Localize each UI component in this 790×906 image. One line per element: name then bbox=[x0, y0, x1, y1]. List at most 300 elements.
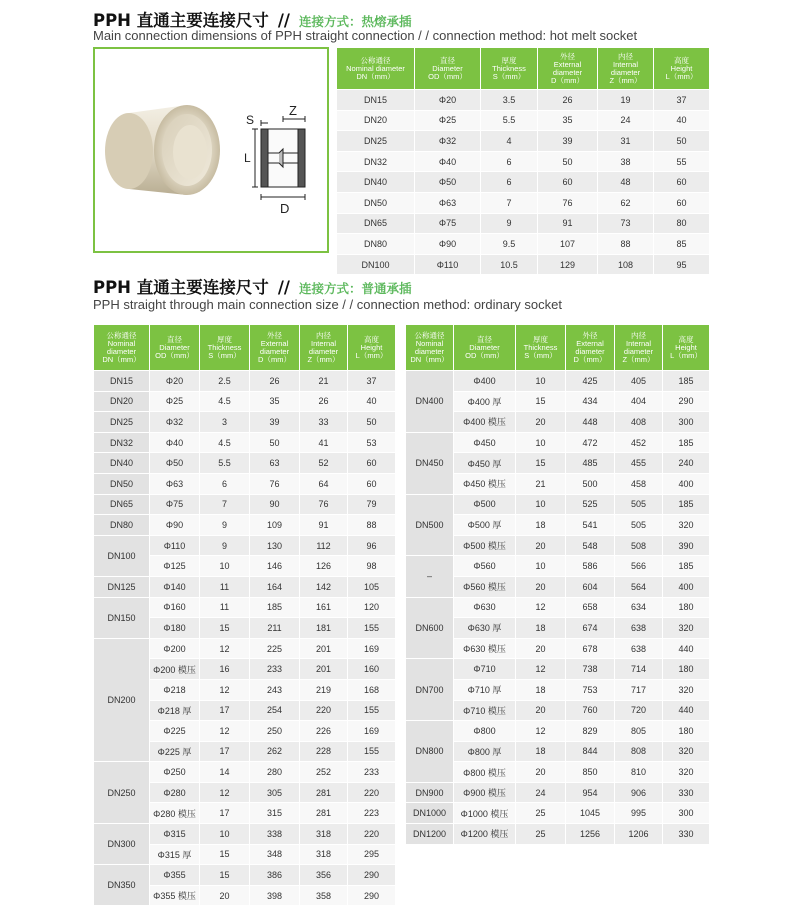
table-cell: 720 bbox=[615, 700, 663, 721]
table-row bbox=[94, 865, 396, 886]
table-cell: 17 bbox=[200, 741, 250, 762]
table-cell: 26 bbox=[250, 371, 300, 392]
table-cell: 180 bbox=[663, 721, 710, 742]
table-cell: 674 bbox=[566, 618, 615, 639]
coupling-photo-and-drawing bbox=[95, 49, 327, 251]
table-cell: DN32 bbox=[337, 151, 415, 172]
table-cell: 9 bbox=[481, 213, 538, 234]
table-row bbox=[337, 90, 710, 111]
table-cell: 35 bbox=[250, 391, 300, 412]
table-cell: 60 bbox=[348, 453, 396, 474]
header-line: Internal diameter bbox=[610, 59, 641, 77]
table-cell: 17 bbox=[200, 700, 250, 721]
table-cell: 808 bbox=[615, 741, 663, 762]
table-cell: Φ500 模压 bbox=[454, 535, 516, 556]
table-cell: 810 bbox=[615, 762, 663, 783]
table-cell: Φ110 bbox=[415, 254, 481, 275]
table-cell: 226 bbox=[300, 721, 348, 742]
table-cell: 80 bbox=[654, 213, 710, 234]
table-cell: 400 bbox=[663, 473, 710, 494]
table-cell: Φ20 bbox=[415, 90, 481, 111]
hot-melt-header-5 bbox=[654, 48, 710, 90]
dn-cell: DN150 bbox=[94, 597, 150, 638]
header-line: 外径 bbox=[560, 51, 575, 61]
table-cell: 25 bbox=[516, 803, 566, 824]
header-line: S（mm） bbox=[492, 71, 526, 81]
table-cell: 4 bbox=[481, 131, 538, 152]
header-line: 公称通径 bbox=[360, 55, 391, 65]
table-cell: 39 bbox=[250, 412, 300, 433]
table-cell: 180 bbox=[663, 659, 710, 680]
table-cell: DN15 bbox=[337, 90, 415, 111]
table-cell: 738 bbox=[566, 659, 615, 680]
table-row bbox=[94, 473, 396, 494]
table-row bbox=[406, 371, 710, 392]
table-cell: 155 bbox=[348, 700, 396, 721]
header-line: Internal diameter bbox=[623, 338, 654, 356]
table-cell: 5.5 bbox=[200, 453, 250, 474]
table-cell: 108 bbox=[598, 254, 654, 275]
table-cell: Φ900 模压 bbox=[454, 782, 516, 803]
header-line: 厚度 bbox=[533, 334, 548, 344]
dn-cell: DN500 bbox=[406, 494, 454, 556]
table-cell: 169 bbox=[348, 638, 396, 659]
table-cell: 295 bbox=[348, 844, 396, 865]
table-cell: 338 bbox=[250, 824, 300, 845]
header-line: OD（mm） bbox=[465, 350, 504, 360]
table-cell: 500 bbox=[566, 473, 615, 494]
header-line: Internal diameter bbox=[308, 338, 339, 356]
table-cell: 50 bbox=[654, 131, 710, 152]
table-row bbox=[94, 762, 396, 783]
table-cell: Φ32 bbox=[415, 131, 481, 152]
table-cell: 850 bbox=[566, 762, 615, 783]
table-row bbox=[406, 782, 710, 803]
table-cell: 440 bbox=[663, 700, 710, 721]
table-cell: 15 bbox=[200, 844, 250, 865]
table-cell: 12 bbox=[200, 721, 250, 742]
table-cell: Φ400 模压 bbox=[454, 412, 516, 433]
table-cell: 55 bbox=[654, 151, 710, 172]
header-line: 厚度 bbox=[217, 334, 232, 344]
table-cell: Φ800 厚 bbox=[454, 741, 516, 762]
ordinary-right-header-2 bbox=[516, 325, 566, 371]
table-row bbox=[406, 556, 710, 577]
table-cell: 155 bbox=[348, 741, 396, 762]
table-cell: 33 bbox=[300, 412, 348, 433]
table-cell: 634 bbox=[615, 597, 663, 618]
table-cell: 50 bbox=[348, 412, 396, 433]
section1-method: 连接方式：热熔承插 bbox=[299, 14, 412, 29]
table-cell: 73 bbox=[598, 213, 654, 234]
table-cell: 50 bbox=[250, 432, 300, 453]
table-cell: Φ1200 模压 bbox=[454, 824, 516, 845]
dn-cell: DN1200 bbox=[406, 824, 454, 845]
table-cell: 9 bbox=[200, 535, 250, 556]
table-cell: 1206 bbox=[615, 824, 663, 845]
table-cell: Φ90 bbox=[150, 515, 200, 536]
dn-cell: DN900 bbox=[406, 782, 454, 803]
header-line: Nominal diameter bbox=[106, 338, 137, 356]
table-cell: 320 bbox=[663, 618, 710, 639]
ordinary-left-header-3 bbox=[250, 325, 300, 371]
spec-table-hot-melt bbox=[336, 47, 710, 275]
header-line: L（mm） bbox=[670, 350, 702, 360]
table-cell: 129 bbox=[538, 254, 598, 275]
table-cell: 405 bbox=[615, 371, 663, 392]
table-cell: 21 bbox=[516, 473, 566, 494]
table-cell: 220 bbox=[348, 824, 396, 845]
table-cell: 281 bbox=[300, 803, 348, 824]
table-cell: 37 bbox=[654, 90, 710, 111]
table-cell: 472 bbox=[566, 432, 615, 453]
ordinary-right-header-4 bbox=[615, 325, 663, 371]
spec-table-ordinary-left bbox=[93, 324, 396, 906]
table-cell: 107 bbox=[538, 234, 598, 255]
table-cell: 348 bbox=[250, 844, 300, 865]
table-cell: Φ710 bbox=[454, 659, 516, 680]
table-cell: 440 bbox=[663, 638, 710, 659]
table-cell: Φ450 bbox=[454, 432, 516, 453]
table-cell: 225 bbox=[250, 638, 300, 659]
table-cell: Φ40 bbox=[415, 151, 481, 172]
table-cell: 112 bbox=[300, 535, 348, 556]
table-cell: 181 bbox=[300, 618, 348, 639]
table-cell: Φ250 bbox=[150, 762, 200, 783]
dn-cell: DN80 bbox=[94, 515, 150, 536]
ordinary-left-header-1 bbox=[150, 325, 200, 371]
table-cell: 10.5 bbox=[481, 254, 538, 275]
table-cell: 16 bbox=[200, 659, 250, 680]
table-cell: Φ50 bbox=[150, 453, 200, 474]
table-cell: 79 bbox=[348, 494, 396, 515]
table-cell: 20 bbox=[516, 535, 566, 556]
table-cell: 40 bbox=[654, 110, 710, 131]
table-cell: 185 bbox=[250, 597, 300, 618]
table-cell: 262 bbox=[250, 741, 300, 762]
table-cell: 356 bbox=[300, 865, 348, 886]
table-cell: 60 bbox=[348, 473, 396, 494]
table-cell: 505 bbox=[615, 494, 663, 515]
table-cell: 240 bbox=[663, 453, 710, 474]
header-line: Thickness bbox=[207, 342, 242, 352]
table-cell: 201 bbox=[300, 659, 348, 680]
drawing-label-l: L bbox=[244, 151, 251, 165]
table-row bbox=[94, 576, 396, 597]
header-line: 直径 bbox=[167, 334, 182, 344]
dn-cell: DN65 bbox=[94, 494, 150, 515]
table-cell: 829 bbox=[566, 721, 615, 742]
dn-cell: DN1000 bbox=[406, 803, 454, 824]
table-cell: Φ63 bbox=[150, 473, 200, 494]
table-cell: 10 bbox=[516, 432, 566, 453]
table-cell: 844 bbox=[566, 741, 615, 762]
spec-table-ordinary-right bbox=[405, 324, 710, 845]
table-cell: 169 bbox=[348, 721, 396, 742]
ordinary-right-header-0 bbox=[406, 325, 454, 371]
dn-cell: DN15 bbox=[94, 371, 150, 392]
table-cell: Φ800 模压 bbox=[454, 762, 516, 783]
table-cell: 318 bbox=[300, 844, 348, 865]
table-cell: 281 bbox=[300, 782, 348, 803]
table-cell: 404 bbox=[615, 391, 663, 412]
table-cell: Φ200 bbox=[150, 638, 200, 659]
table-cell: 37 bbox=[348, 371, 396, 392]
table-cell: 219 bbox=[300, 679, 348, 700]
table-cell: 9 bbox=[200, 515, 250, 536]
table-row bbox=[94, 453, 396, 474]
table-cell: 548 bbox=[566, 535, 615, 556]
table-cell: 12 bbox=[516, 659, 566, 680]
table-cell: 20 bbox=[516, 762, 566, 783]
table-cell: 12 bbox=[516, 597, 566, 618]
table-cell: Φ40 bbox=[150, 432, 200, 453]
table-cell: 63 bbox=[250, 453, 300, 474]
table-cell: 233 bbox=[250, 659, 300, 680]
table-cell: 425 bbox=[566, 371, 615, 392]
table-cell: 88 bbox=[598, 234, 654, 255]
table-cell: 14 bbox=[200, 762, 250, 783]
table-cell: 180 bbox=[663, 597, 710, 618]
table-cell: Φ500 bbox=[454, 494, 516, 515]
table-cell: Φ160 bbox=[150, 597, 200, 618]
table-cell: 318 bbox=[300, 824, 348, 845]
table-cell: 26 bbox=[538, 90, 598, 111]
table-cell: Φ710 厚 bbox=[454, 679, 516, 700]
header-line: S（mm） bbox=[208, 350, 241, 360]
header-line: Diameter bbox=[469, 342, 500, 352]
section2-method: 连接方式：普通承插 bbox=[299, 281, 412, 296]
table-cell: 161 bbox=[300, 597, 348, 618]
table-cell: 223 bbox=[348, 803, 396, 824]
coupling-photo bbox=[105, 105, 220, 195]
header-line: OD（mm） bbox=[428, 71, 467, 81]
dn-cell: DN200 bbox=[94, 638, 150, 762]
table-cell: 15 bbox=[200, 618, 250, 639]
table-cell: 3 bbox=[200, 412, 250, 433]
table-cell: 60 bbox=[654, 172, 710, 193]
table-cell: 290 bbox=[348, 865, 396, 886]
section2-title-row bbox=[93, 274, 412, 298]
table-cell: 805 bbox=[615, 721, 663, 742]
table-cell: Φ218 厚 bbox=[150, 700, 200, 721]
table-cell: 995 bbox=[615, 803, 663, 824]
table-cell: 455 bbox=[615, 453, 663, 474]
table-cell: 906 bbox=[615, 782, 663, 803]
header-line: 高度 bbox=[364, 334, 379, 344]
table-cell: 76 bbox=[300, 494, 348, 515]
section2-subtitle: PPH straight through main connection size / / connection method: ordinary socket bbox=[93, 297, 562, 312]
table-cell: 330 bbox=[663, 782, 710, 803]
table-cell: 320 bbox=[663, 515, 710, 536]
dn-cell: DN40 bbox=[94, 453, 150, 474]
table-cell: 320 bbox=[663, 741, 710, 762]
table-cell: 64 bbox=[300, 473, 348, 494]
table-cell: 10 bbox=[516, 556, 566, 577]
table-cell: Φ1000 模压 bbox=[454, 803, 516, 824]
dn-cell: DN32 bbox=[94, 432, 150, 453]
table-cell: 7 bbox=[200, 494, 250, 515]
table-cell: 10 bbox=[516, 371, 566, 392]
table-cell: 3.5 bbox=[481, 90, 538, 111]
coupling-section-drawing bbox=[252, 116, 305, 200]
table-cell: 4.5 bbox=[200, 432, 250, 453]
table-cell: 185 bbox=[663, 556, 710, 577]
table-cell: 717 bbox=[615, 679, 663, 700]
dn-cell: DN25 bbox=[94, 412, 150, 433]
table-cell: 90 bbox=[250, 494, 300, 515]
table-cell: 201 bbox=[300, 638, 348, 659]
table-cell: 300 bbox=[663, 803, 710, 824]
table-cell: 76 bbox=[538, 192, 598, 213]
table-row bbox=[406, 659, 710, 680]
header-line: DN（mm） bbox=[410, 354, 449, 364]
table-row bbox=[406, 597, 710, 618]
table-cell: 434 bbox=[566, 391, 615, 412]
table-cell: DN50 bbox=[337, 192, 415, 213]
table-cell: 52 bbox=[300, 453, 348, 474]
table-cell: 1045 bbox=[566, 803, 615, 824]
table-cell: 452 bbox=[615, 432, 663, 453]
table-cell: 320 bbox=[663, 679, 710, 700]
ordinary-right-header-1 bbox=[454, 325, 516, 371]
header-line: Nominal diameter bbox=[346, 63, 405, 73]
table-cell: 88 bbox=[348, 515, 396, 536]
table-cell: 10 bbox=[200, 824, 250, 845]
dn-cell: DN700 bbox=[406, 659, 454, 721]
header-line: D（mm） bbox=[573, 354, 607, 364]
table-cell: 21 bbox=[300, 371, 348, 392]
product-image-panel bbox=[93, 47, 329, 253]
table-cell: 386 bbox=[250, 865, 300, 886]
table-cell: 508 bbox=[615, 535, 663, 556]
table-row bbox=[337, 151, 710, 172]
table-cell: Φ315 bbox=[150, 824, 200, 845]
header-line: Thickness bbox=[492, 63, 526, 73]
section2-title: PPH 直通主要连接尺寸 bbox=[93, 278, 269, 297]
table-cell: DN100 bbox=[337, 254, 415, 275]
table-cell: DN65 bbox=[337, 213, 415, 234]
table-cell: Φ225 bbox=[150, 721, 200, 742]
table-cell: Φ355 模压 bbox=[150, 885, 200, 906]
dn-cell: DN800 bbox=[406, 721, 454, 783]
table-cell: Φ280 bbox=[150, 782, 200, 803]
table-cell: 233 bbox=[348, 762, 396, 783]
table-row bbox=[94, 391, 396, 412]
table-cell: 12 bbox=[200, 679, 250, 700]
table-cell: 485 bbox=[566, 453, 615, 474]
table-cell: DN80 bbox=[337, 234, 415, 255]
header-line: S（mm） bbox=[524, 350, 557, 360]
dn-cell: – bbox=[406, 556, 454, 597]
header-line: 公称通径 bbox=[414, 330, 445, 340]
table-cell: 95 bbox=[654, 254, 710, 275]
table-cell: 566 bbox=[615, 556, 663, 577]
header-line: 厚度 bbox=[501, 55, 517, 65]
table-cell: 9.5 bbox=[481, 234, 538, 255]
table-cell: Φ63 bbox=[415, 192, 481, 213]
hot-melt-header-2 bbox=[481, 48, 538, 90]
table-cell: 658 bbox=[566, 597, 615, 618]
header-line: Z（mm） bbox=[307, 354, 340, 364]
table-cell: Φ400 厚 bbox=[454, 391, 516, 412]
header-line: Z（mm） bbox=[609, 75, 642, 85]
table-cell: 20 bbox=[516, 700, 566, 721]
dn-cell: DN100 bbox=[94, 535, 150, 576]
table-cell: 155 bbox=[348, 618, 396, 639]
header-line: 高度 bbox=[678, 334, 694, 344]
table-cell: Φ400 bbox=[454, 371, 516, 392]
table-cell: 5.5 bbox=[481, 110, 538, 131]
header-line: 直径 bbox=[477, 334, 492, 344]
table-cell: Φ450 厚 bbox=[454, 453, 516, 474]
table-cell: 390 bbox=[663, 535, 710, 556]
table-cell: Φ355 bbox=[150, 865, 200, 886]
table-cell: 60 bbox=[538, 172, 598, 193]
table-cell: 18 bbox=[516, 741, 566, 762]
header-line: 直径 bbox=[440, 55, 455, 65]
table-cell: 290 bbox=[348, 885, 396, 906]
table-cell: 19 bbox=[598, 90, 654, 111]
table-cell: Φ450 模压 bbox=[454, 473, 516, 494]
header-line: D（mm） bbox=[551, 75, 584, 85]
section1-subtitle: Main connection dimensions of PPH straight connection / / connection method: hot melt socket bbox=[93, 28, 638, 43]
table-cell: 185 bbox=[663, 432, 710, 453]
table-cell: 6 bbox=[200, 473, 250, 494]
table-cell: Φ200 模压 bbox=[150, 659, 200, 680]
header-line: 公称通径 bbox=[106, 330, 137, 340]
ordinary-left-header-4 bbox=[300, 325, 348, 371]
table-cell: 20 bbox=[516, 412, 566, 433]
table-cell: DN40 bbox=[337, 172, 415, 193]
table-cell: 280 bbox=[250, 762, 300, 783]
table-cell: Φ218 bbox=[150, 679, 200, 700]
table-cell: 15 bbox=[516, 453, 566, 474]
table-cell: 24 bbox=[598, 110, 654, 131]
table-cell: 168 bbox=[348, 679, 396, 700]
table-cell: 330 bbox=[663, 824, 710, 845]
table-cell: 6 bbox=[481, 172, 538, 193]
hot-melt-header-3 bbox=[538, 48, 598, 90]
table-cell: 17 bbox=[200, 803, 250, 824]
table-cell: 10 bbox=[200, 556, 250, 577]
table-cell: 41 bbox=[300, 432, 348, 453]
table-cell: 15 bbox=[516, 391, 566, 412]
header-line: External diameter bbox=[552, 59, 583, 77]
table-cell: Φ25 bbox=[150, 391, 200, 412]
table-cell: Φ560 bbox=[454, 556, 516, 577]
hot-melt-header-4 bbox=[598, 48, 654, 90]
header-line: External diameter bbox=[575, 338, 605, 356]
table-cell: 18 bbox=[516, 515, 566, 536]
table-cell: 300 bbox=[663, 412, 710, 433]
table-row bbox=[94, 432, 396, 453]
table-cell: 505 bbox=[615, 515, 663, 536]
table-cell: 1256 bbox=[566, 824, 615, 845]
header-line: Diameter bbox=[159, 342, 190, 352]
table-cell: DN25 bbox=[337, 131, 415, 152]
table-cell: 760 bbox=[566, 700, 615, 721]
table-cell: 20 bbox=[516, 576, 566, 597]
table-cell: 31 bbox=[598, 131, 654, 152]
table-cell: Φ225 厚 bbox=[150, 741, 200, 762]
table-cell: 448 bbox=[566, 412, 615, 433]
table-cell: 290 bbox=[663, 391, 710, 412]
table-cell: Φ125 bbox=[150, 556, 200, 577]
header-line: External diameter bbox=[259, 338, 290, 356]
table-row bbox=[337, 172, 710, 193]
dn-cell: DN125 bbox=[94, 576, 150, 597]
